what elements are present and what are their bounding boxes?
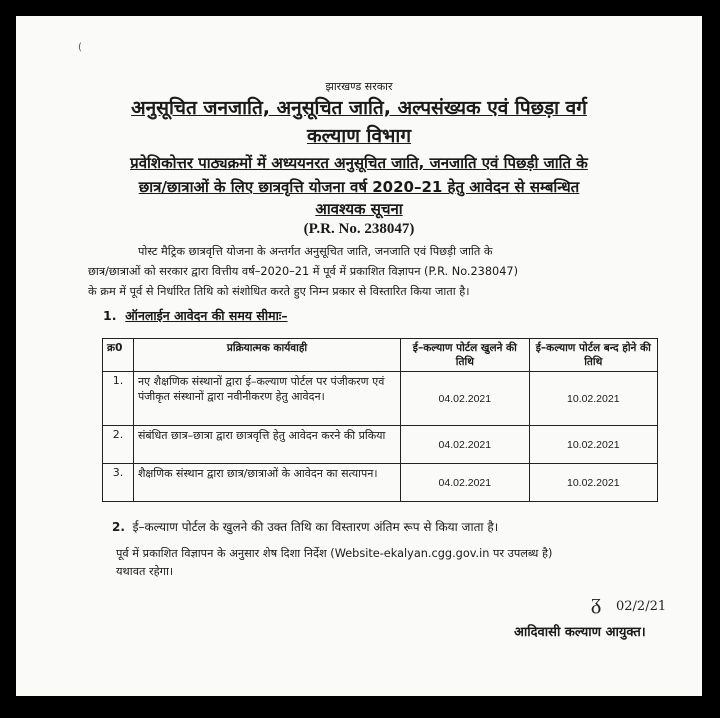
paragraph-1 (88, 242, 648, 302)
department-title-line1: अनुसूचित जनजाति, अनुसूचित जाति, अल्पसंख्यक एवं पिछड़ा वर्ग (131, 97, 587, 119)
header-open-date: ई–कल्याण पोर्टल खुलने की तिथि (401, 339, 529, 372)
header-serial: क्र0 (103, 339, 134, 372)
row-activity: शैक्षणिक संस्थान द्वारा छात्र/छात्राओं के आवेदन का सत्यापन। (133, 464, 400, 502)
paragraph-1-line1: पोस्ट मैट्रिक छात्रवृत्ति योजना के अन्तर्गत अनुसूचित जाति, जनजाति एवं पिछड़ी जाति के (138, 245, 493, 258)
row-serial: 2. (103, 426, 134, 464)
row-serial: 3. (103, 464, 134, 502)
paragraph-1-line3: के क्रम में पूर्व से निर्धारित तिथि को संशोधित करते हुए निम्न प्रकार से विस्तारित किया जाता है। (88, 285, 470, 298)
paragraph-1-line2: छात्र/छात्राओं को सरकार द्वारा वित्तीय वर्ष–2020–21 में पूर्व में प्रकाशित विज्ञापन (P.R. No.238047) (88, 265, 519, 278)
government-name: झारखण्ड सरकार (325, 80, 393, 93)
row-open-date: 04.02.2021 (401, 464, 529, 502)
section-2 (112, 518, 498, 535)
paragraph-3-line1: पूर्व में प्रकाशित विज्ञापन के अनुसार शेष दिशा निर्देश (Website-ekalyan.cgg.gov.in पर उपलब्ध है) (116, 547, 553, 560)
schedule-table (102, 338, 658, 502)
subject-line2: छात्र/छात्राओं के लिए छात्रवृत्ति योजना वर्ष 2020–21 हेतु आवेदन से सम्बन्धित (138, 178, 580, 196)
row-serial: 1. (103, 372, 134, 426)
row-close-date: 10.02.2021 (529, 372, 657, 426)
section-1-number: 1. (103, 308, 117, 323)
signature-mark: ᵹ (591, 590, 602, 615)
header-close-date: ई–कल्याण पोर्टल बन्द होने की तिथि (529, 339, 657, 372)
paragraph-3 (116, 545, 676, 581)
table-header-row (103, 339, 658, 372)
table-row (103, 372, 658, 426)
subject-line1: प्रवेशिकोत्तर पाठ्यक्रमों में अध्ययनरत अनुसूचित जाति, जनजाति एवं पिछड़ी जाति के (130, 154, 588, 172)
pr-number: (P.R. No. 238047) (303, 221, 415, 237)
document-page (16, 16, 702, 696)
paragraph-3-line2: यथावत रहेगा। (116, 565, 174, 578)
row-open-date: 04.02.2021 (401, 372, 529, 426)
row-activity: संबंधित छात्र–छात्रा द्वारा छात्रवृत्ति हेतु आवेदन करने की प्रकिया (133, 426, 400, 464)
section-2-number: 2. (112, 520, 125, 534)
section-1-heading (103, 307, 288, 324)
row-close-date: 10.02.2021 (529, 464, 657, 502)
subject-line3: आवश्यक सूचना (315, 200, 403, 218)
scan-mark: ( (78, 42, 82, 53)
section-1-title: ऑनलाईन आवेदन की समय सीमाः– (125, 308, 288, 323)
department-title-line2: कल्याण विभाग (306, 125, 412, 147)
row-activity: नए शैक्षणिक संस्थानों द्वारा ई–कल्याण पोर्टल पर पंजीकरण एवं पंजीकृत संस्थानों द्वारा नवीनीकरण हेतु आवेदन। (133, 372, 400, 426)
signature-date: 02/2/21 (616, 599, 667, 614)
row-close-date: 10.02.2021 (529, 426, 657, 464)
row-open-date: 04.02.2021 (401, 426, 529, 464)
signatory-designation: आदिवासी कल्याण आयुक्त। (514, 625, 646, 640)
section-2-text: ई–कल्याण पोर्टल के खुलने की उक्त तिथि का विस्तारण अंतिम रूप से किया जाता है। (132, 520, 499, 534)
table-row (103, 464, 658, 502)
header-activity: प्रक्रियात्मक कार्यवाही (133, 339, 400, 372)
table-row (103, 426, 658, 464)
